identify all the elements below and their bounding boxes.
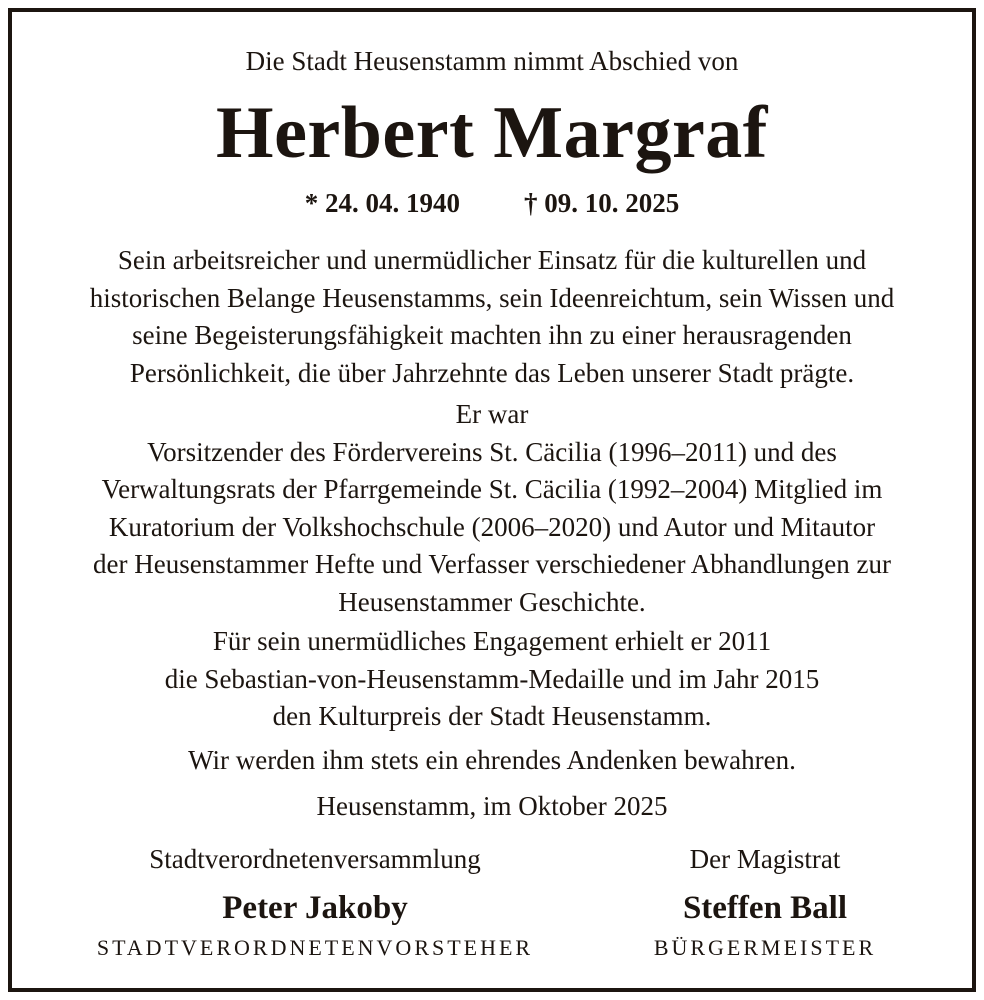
awards-line: den Kulturpreis der Stadt Heusenstamm. <box>272 701 712 731</box>
tribute-line: Persönlichkeit, die über Jahrzehnte das Leben unserer Stadt prägte. <box>129 357 855 388</box>
tribute-line: seine Begeisterungsfähigkeit machten ihn zu einer herausragenden <box>132 320 852 350</box>
awards-line: Für sein unermüdliches Engagement erhielt er 2011 <box>212 626 772 656</box>
signature-magistrate <box>600 842 930 962</box>
offices-line: Vorsitzender des Fördervereins St. Cäcilia (1996–2011) und des <box>147 436 837 467</box>
signature-council <box>60 842 570 962</box>
offices-line: Verwaltungsrats der Pfarrgemeinde St. Cäcilia (1992–2004) Mitglied im <box>101 474 883 504</box>
signature-organization: Stadtverordnetenversammlung <box>149 844 481 874</box>
signature-role: STADTVERORDNETENVORSTEHER <box>96 935 534 960</box>
death-date: † 09. 10. 2025 <box>524 188 680 218</box>
offices-line: Er war <box>455 399 529 429</box>
offices-paragraph <box>0 396 984 621</box>
tribute-line: historischen Belange Heusenstamms, sein Ideenreichtum, sein Wissen und <box>89 282 895 313</box>
offices-line: der Heusenstammer Hefte und Verfasser verschiedener Abhandlungen zur <box>93 549 891 579</box>
intro-text: Die Stadt Heusenstamm nimmt Abschied von <box>245 46 739 76</box>
signature-name: Peter Jakoby <box>222 890 408 926</box>
life-dates <box>0 186 984 220</box>
awards-paragraph <box>0 623 984 736</box>
offices-line: Heusenstammer Geschichte. <box>338 586 646 617</box>
closing-text: Wir werden ihm stets ein ehrendes Andenken bewahren. <box>188 745 796 775</box>
deceased-name: Herbert Margraf <box>216 92 768 174</box>
signature-organization: Der Magistrat <box>689 844 841 874</box>
awards-line: die Sebastian-von-Heusenstamm-Medaille und im Jahr 2015 <box>164 663 820 694</box>
birth-date: * 24. 04. 1940 <box>304 188 460 218</box>
signature-role: BÜRGERMEISTER <box>653 935 877 960</box>
place-date: Heusenstamm, im Oktober 2025 <box>316 791 668 821</box>
tribute-line: Sein arbeitsreicher und unermüdlicher Einsatz für die kulturellen und <box>117 245 867 275</box>
signature-name: Steffen Ball <box>682 890 848 926</box>
offices-line: Kuratorium der Volkshochschule (2006–2020) und Autor und Mitautor <box>108 511 876 542</box>
tribute-paragraph <box>0 242 984 392</box>
